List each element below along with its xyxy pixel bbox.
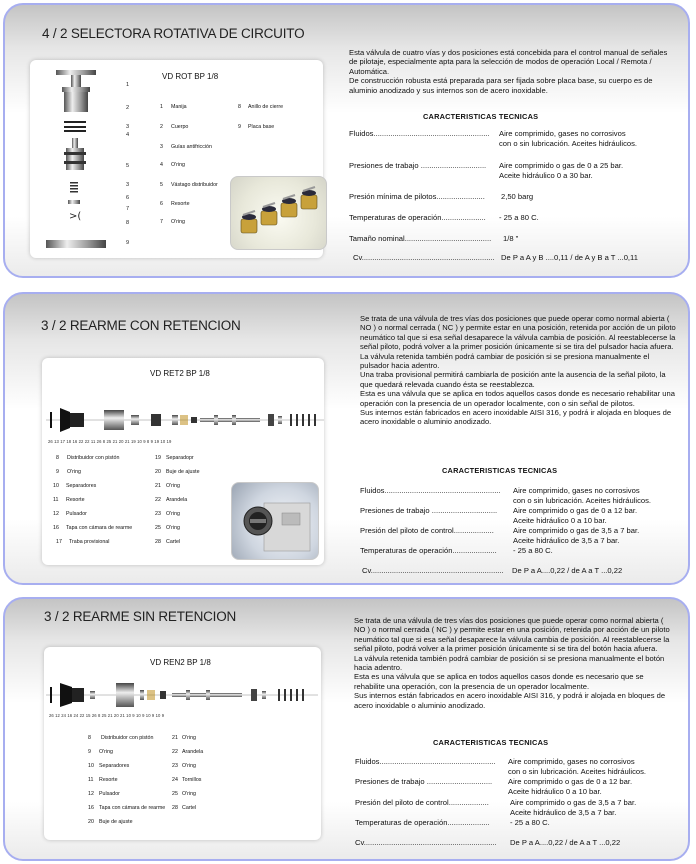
part-name: O'ring xyxy=(182,791,196,797)
part-name: Distribuidor con pistón xyxy=(101,735,154,741)
part-number: 22 xyxy=(155,497,161,503)
spec-heading: CARACTERISTICAS TECNICAS xyxy=(442,466,558,475)
spec-key: Presión del piloto de control................... xyxy=(355,798,489,807)
part-name: Cartel xyxy=(166,539,181,545)
spec-key: Presiones de trabajo ............................... xyxy=(360,506,498,515)
part-number: 25 xyxy=(155,525,161,531)
spec-value-line2: Aceite hidráulico 0 a 10 bar. xyxy=(513,515,607,525)
part-number: 8 xyxy=(238,104,241,110)
spec-key: Temperaturas de operación..................... xyxy=(349,213,486,222)
callout-number: 7 xyxy=(126,206,130,212)
spec-value-line2: Aceite hidráulico de 3,5 a 7 bar. xyxy=(510,807,617,817)
part-number: 4 xyxy=(160,162,163,168)
product-photo xyxy=(230,176,327,250)
part-number: 9 xyxy=(238,124,241,130)
exploded-view-box xyxy=(30,60,323,258)
part-number: 12 xyxy=(53,511,59,517)
spec-value xyxy=(499,129,637,148)
spec-value-line: Aire comprimido, gases no corrosivos xyxy=(513,486,640,495)
model-code: VD REN2 BP 1/8 xyxy=(150,658,211,667)
spec-value xyxy=(513,486,651,505)
model-code: VD ROT BP 1/8 xyxy=(162,72,219,81)
part-number: 9 xyxy=(56,469,59,475)
product-photo xyxy=(231,482,319,560)
callout-number: 2 xyxy=(126,105,130,111)
description: Se trata de una válvula de tres vías dos posiciones que puede operar como normal abierta ( NO ) o normal cerrada ( NC ) y permite estar en una posición, retenida por acción de un piloto neumático tal que si esa señal desaparece la válvula cambia de posición. Al reestablecerse la señal piloto, podrá volver a la primer posición únicamente si se tira del pulsador hacia afuera. La válvula retenida también podrá cambiar de posición si se presiona manualmente el pulsador hacia adentro. Una traba provisional permitirá cambiarla de posición ante la ausencia de la señal piloto, la que quedará relevada cuando ésta se reestablezca. Esta es una válvula que se aplica en todos aquellos casos donde es necesario rehabilitar una operación con la presencia de un operador localmente, con o sin señal de pilotos. Sus internos están fabricados en acero inoxidable AISI 316, y podrá ir alojada en bloques de acero inoxidable o aluminio anodizado. xyxy=(360,314,676,427)
spec-heading: CARACTERISTICAS TECNICAS xyxy=(433,738,549,747)
part-name: Anillo de cierre xyxy=(248,104,284,110)
part-name: Arandela xyxy=(166,497,188,503)
part-number: 6 xyxy=(160,201,163,207)
section-rearme-sin-retencion xyxy=(3,597,690,861)
spec-value: - 25 a 80 C. xyxy=(513,546,553,555)
part-number: 10 xyxy=(53,483,59,489)
section-rearme-con-retencion xyxy=(3,292,690,585)
part-number: 21 xyxy=(155,483,161,489)
part-number: 11 xyxy=(53,497,59,503)
part-number: 10 xyxy=(88,763,94,769)
part-name: Buje de ajuste xyxy=(99,819,133,825)
part-number: 20 xyxy=(88,819,94,825)
spec-key: Fluidos....................................................... xyxy=(355,757,496,766)
spec-value-line: Aire comprimido o gas de 0 a 25 bar. xyxy=(499,161,624,170)
part-name: O'ring xyxy=(166,525,180,531)
part-name: Tornillos xyxy=(182,777,202,783)
part-number: 20 xyxy=(155,469,161,475)
spec-value xyxy=(508,777,632,796)
spec-heading: CARACTERISTICAS TECNICAS xyxy=(423,112,539,121)
spec-value: De P a A y B ....0,11 / de A y B a T ...0,11 xyxy=(501,253,638,262)
spec-key: Presiones de trabajo ............................... xyxy=(349,161,487,170)
spec-key: Cv............................................................... xyxy=(353,253,495,262)
spec-value: De P a A....0,22 / de A a T ...0,22 xyxy=(510,838,621,847)
part-name: Placa base xyxy=(248,124,275,130)
section-title: 4 / 2 SELECTORA ROTATIVA DE CIRCUITO xyxy=(42,26,305,41)
exploded-view-box xyxy=(42,358,324,565)
spec-value-line2: con o sin lubricación. Aceites hidráulicos. xyxy=(508,766,647,776)
spec-key: Fluidos....................................................... xyxy=(360,486,501,495)
exploded-view-box xyxy=(44,647,321,840)
spec-value xyxy=(513,526,639,545)
part-name: O'ring xyxy=(99,749,113,755)
model-code: VD RET2 BP 1/8 xyxy=(150,369,210,378)
part-number: 19 xyxy=(155,455,161,461)
spec-key: Tamaño nominal......................................... xyxy=(349,234,492,243)
callout-number: 3 xyxy=(126,124,130,130)
part-name: Resorte xyxy=(171,201,190,207)
part-number: 1 xyxy=(160,104,163,110)
spec-value xyxy=(508,757,646,776)
part-name: Distribuidor con pistón xyxy=(67,455,120,461)
spec-key: Presión mínima de pilotos....................... xyxy=(349,192,485,201)
svg-text:>(: >( xyxy=(69,211,82,222)
spec-value-line2: con o sin lubricación. Aceites hidráulicos. xyxy=(513,495,652,505)
spec-value-line: Aire comprimido, gases no corrosivos xyxy=(508,757,635,766)
spec-key: Cv............................................................... xyxy=(362,566,504,575)
part-number: 23 xyxy=(172,763,178,769)
part-number: 9 xyxy=(88,749,91,755)
part-number: 25 xyxy=(172,791,178,797)
callout-number: 4 xyxy=(126,132,130,138)
exploded-view-drawing xyxy=(46,400,324,440)
section-selectora-rotativa xyxy=(3,3,690,278)
part-number: 7 xyxy=(160,219,163,225)
spec-value: 2,50 barg xyxy=(501,192,534,201)
callout-numbers: 26 12 24 16 24 22 15 26 8 25 21 20 21 10 9 10 9 10 9 10 9 xyxy=(49,713,165,718)
spec-key: Cv............................................................... xyxy=(355,838,497,847)
part-number: 2 xyxy=(160,124,163,130)
part-name: O'ring xyxy=(182,735,196,741)
callout-number: 1 xyxy=(126,82,130,88)
part-number: 5 xyxy=(160,182,163,188)
part-number: 16 xyxy=(88,805,94,811)
part-number: 11 xyxy=(88,777,94,783)
spec-key: Presiones de trabajo ............................... xyxy=(355,777,493,786)
part-number: 28 xyxy=(172,805,178,811)
part-name: Arandela xyxy=(182,749,204,755)
spec-key: Fluidos....................................................... xyxy=(349,129,490,138)
exploded-view-drawing xyxy=(42,64,122,254)
part-number: 12 xyxy=(88,791,94,797)
part-number: 23 xyxy=(155,511,161,517)
spec-key: Temperaturas de operación..................... xyxy=(360,546,497,555)
section-title: 3 / 2 REARME CON RETENCION xyxy=(41,318,241,333)
part-name: Traba provisional xyxy=(69,539,110,545)
part-name: O'ring xyxy=(171,162,185,168)
part-name: Pulsador xyxy=(99,791,120,797)
part-name: O'ring xyxy=(182,763,196,769)
part-name: Guías antifricción xyxy=(171,144,212,150)
part-number: 8 xyxy=(88,735,91,741)
part-name: Resorte xyxy=(66,497,85,503)
part-number: 3 xyxy=(160,144,163,150)
spec-value: 1/8 " xyxy=(503,234,519,243)
spec-value-line2: Aceite hidráulico 0 a 30 bar. xyxy=(499,170,593,180)
spec-key: Presión del piloto de control................... xyxy=(360,526,494,535)
spec-key: Temperaturas de operación.................... xyxy=(355,818,490,827)
description: Se trata de una válvula de tres vías dos posiciones que puede operar como normal abierta ( NO ) o normal cerrada ( NC ) y permite estar en una posición, retenida por acción de un piloto neumático tal que si esa señal desaparece la válvula cambia de posición. Al reestablecerse la señal piloto, podrá volver a la primer posición únicamente si se tira del botón hacia afuera. La válvula retenida también podrá cambiar de posición si se presiona manualmente el botón hacia adentro. Esta es una válvula que se aplica en todos aquellos casos donde es necesario que se rehabilite una operación, con la presencia de un operador localmente. Sus internos están fabricados en acero inoxidable AISI 316, y podrá ir alojada en bloques de acero inoxidable o aluminio anodizado. xyxy=(354,616,670,710)
spec-value: De P a A....0,22 / de A a T ...0,22 xyxy=(512,566,623,575)
section-title: 3 / 2 REARME SIN RETENCION xyxy=(44,609,237,624)
part-name: O'ring xyxy=(166,483,180,489)
spec-value: - 25 a 80 C. xyxy=(510,818,550,827)
callout-number: 9 xyxy=(126,240,130,246)
part-name: Separadores xyxy=(66,483,97,489)
spec-value-line: Aire comprimido o gas de 3,5 a 7 bar. xyxy=(513,526,640,535)
callout-number: 8 xyxy=(126,220,130,226)
spec-value-line: Aire comprimido o gas de 0 a 12 bar. xyxy=(513,506,638,515)
spec-value xyxy=(510,798,636,817)
part-number: 16 xyxy=(53,525,59,531)
part-name: Buje de ajuste xyxy=(166,469,200,475)
part-name: Manija xyxy=(171,104,187,110)
spec-value-line2: con o sin lubricación. Aceites hidráulicos. xyxy=(499,138,638,148)
exploded-view-drawing xyxy=(46,677,318,713)
callout-number: 3 xyxy=(126,182,130,188)
part-number: 22 xyxy=(172,749,178,755)
description: Esta válvula de cuatro vías y dos posiciones está concebida para el control manual de señales de pilotaje, especialmente apta para la selección de modos de operación Local / Remota / Automática. De construcción robusta está preparada para ser fijada sobre placa base, su cuerpo es de aluminio anodizado y sus internos son de acero inoxidable. xyxy=(349,48,668,95)
part-name: Separadopr xyxy=(166,455,194,461)
part-name: O'ring xyxy=(166,511,180,517)
part-number: 28 xyxy=(155,539,161,545)
part-number: 21 xyxy=(172,735,178,741)
part-number: 17 xyxy=(56,539,62,545)
spec-value-line2: Aceite hidráulico de 3,5 a 7 bar. xyxy=(513,535,620,545)
part-name: Vástago distribuidor xyxy=(171,182,218,188)
part-number: 8 xyxy=(56,455,59,461)
part-name: Resorte xyxy=(99,777,118,783)
spec-value xyxy=(513,506,637,525)
spec-value-line: Aire comprimido, gases no corrosivos xyxy=(499,129,626,138)
part-name: Tapa con cámara de rearme xyxy=(99,805,166,811)
part-number: 24 xyxy=(172,777,178,783)
part-name: Cartel xyxy=(182,805,197,811)
spec-value-line: Aire comprimido o gas de 0 a 12 bar. xyxy=(508,777,633,786)
spec-value: - 25 a 80 C. xyxy=(499,213,539,222)
spec-value-line: Aire comprimido o gas de 3,5 a 7 bar. xyxy=(510,798,637,807)
part-name: Cuerpo xyxy=(171,124,189,130)
callout-number: 6 xyxy=(126,195,130,201)
spec-value xyxy=(499,161,623,180)
part-name: Pulsador xyxy=(66,511,87,517)
callout-numbers: 26 13 17 18 16 22 22 11 26 8 25 21 20 21 19 10 9 8 9 19 10 19 xyxy=(48,439,172,444)
callout-number: 5 xyxy=(126,163,130,169)
spec-value-line2: Aceite hidráulico 0 a 10 bar. xyxy=(508,786,602,796)
part-name: Tapa con cámara de rearme xyxy=(66,525,133,531)
part-name: Separadores xyxy=(99,763,130,769)
part-name: O'ring xyxy=(67,469,81,475)
part-name: O'ring xyxy=(171,219,185,225)
